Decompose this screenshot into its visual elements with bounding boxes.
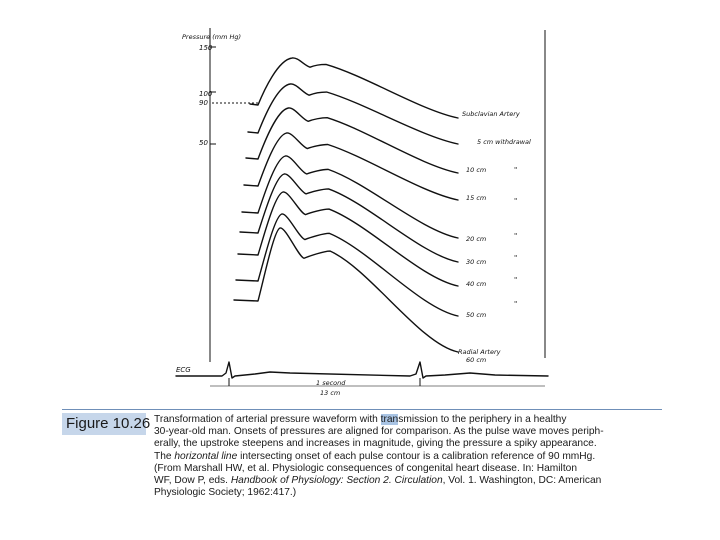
ditto-mark: " — [514, 232, 518, 240]
ditto-mark: " — [514, 166, 518, 174]
y-tick-100: 100 — [199, 90, 213, 98]
figure-caption — [154, 414, 664, 499]
ecg-trace — [176, 362, 548, 378]
trace-label-30cm: 30 cm — [466, 258, 487, 266]
caption-divider — [62, 409, 662, 410]
pressure-trace — [250, 58, 458, 118]
y-tick-150: 150 — [199, 44, 213, 52]
caption-text-run: smission to the periphery in a healthy — [398, 414, 567, 425]
caption-emphasis: Handbook of Physiology: Section 2. Circulation — [230, 475, 443, 487]
y-tick-50: 50 — [199, 139, 208, 147]
figure-number: Figure 10.26 — [62, 413, 146, 435]
trace-label-radial: Radial Artery — [458, 348, 501, 356]
caption-line: erally, the upstroke steepens and increases in magnitude, giving the pressure a spiky appearance. — [154, 438, 597, 450]
y-tick-90: 90 — [199, 99, 208, 107]
caption-line: Physiologic Society; 1962:417.) — [154, 487, 297, 499]
caption-line: 30-year-old man. Onsets of pressures are aligned for comparison. As the pulse wave moves periph- — [154, 426, 604, 438]
caption-text-run: The — [154, 450, 175, 462]
caption-text-run: WF, Dow P, eds. — [154, 475, 231, 487]
trace-label-subclavian: Subclavian Artery — [462, 110, 520, 118]
trace-label-20cm: 20 cm — [466, 235, 487, 243]
trace-label-10cm: 10 cm — [466, 166, 487, 174]
trace-label-15cm: 15 cm — [466, 194, 487, 202]
pressure-trace — [236, 214, 458, 316]
scale-label-13cm: 13 cm — [320, 389, 341, 397]
scale-label-1-second: 1 second — [316, 379, 346, 387]
pressure-trace — [238, 192, 458, 286]
trace-label-50cm: 50 cm — [466, 311, 487, 319]
trace-label-60cm: 60 cm — [466, 356, 487, 364]
ditto-mark: " — [514, 197, 518, 205]
ditto-mark: " — [514, 300, 518, 308]
caption-highlight: tran — [380, 414, 399, 425]
caption-text-run: intersecting onset of each pulse contour is a calibration reference of 90 mmHg. — [237, 450, 596, 462]
caption-line — [154, 451, 664, 463]
waveform-traces — [234, 58, 458, 352]
pressure-trace — [240, 174, 458, 262]
ditto-mark: " — [514, 276, 518, 284]
caption-line: (From Marshall HW, et al. Physiologic consequences of congenital heart disease. In: Hamilton — [154, 462, 577, 474]
ditto-mark: " — [514, 254, 518, 262]
y-axis-title: Pressure (mm Hg) — [182, 33, 242, 41]
trace-label-40cm: 40 cm — [466, 280, 487, 288]
caption-text-run: Transformation of arterial pressure waveform with — [154, 414, 381, 425]
trace-label-5cm: 5 cm withdrawal — [477, 138, 531, 146]
caption-text-run: , Vol. 1. Washington, DC: American — [442, 475, 602, 487]
caption-emphasis: horizontal line — [174, 450, 238, 462]
caption-line — [154, 414, 664, 426]
ecg-label: ECG — [176, 366, 191, 374]
caption-line — [154, 475, 664, 487]
